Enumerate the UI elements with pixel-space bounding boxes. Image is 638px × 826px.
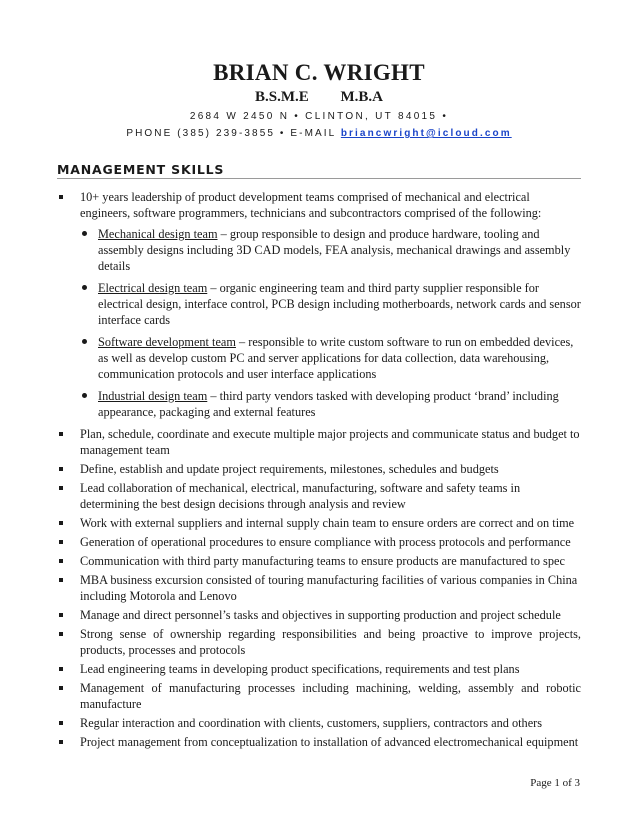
square-bullet-icon bbox=[59, 559, 63, 563]
round-bullet-icon bbox=[82, 393, 87, 398]
degrees-line bbox=[0, 88, 638, 106]
item-text: Management of manufacturing processes including machining, welding, assembly and robotic manufacture bbox=[80, 681, 581, 711]
list-item bbox=[57, 515, 581, 531]
item-text: Project management from conceptualization to installation of advanced electromechanical equipment bbox=[80, 735, 579, 749]
item-text: Communication with third party manufacturing teams to ensure products are manufactured to spec bbox=[80, 554, 565, 568]
subitem-text: – group responsible to design and produce hardware, tooling and assembly designs including 3D CAD models, FEA analysis, mechanical drawings and assembly details bbox=[98, 227, 571, 273]
item-text: MBA business excursion consisted of touring manufacturing facilities of various companies in China including Motorola and Lenovo bbox=[80, 573, 578, 603]
square-bullet-icon bbox=[59, 195, 63, 199]
skills-list bbox=[57, 189, 581, 753]
list-item bbox=[57, 426, 581, 458]
subitem-title: Software development team bbox=[98, 335, 236, 349]
page-number: Page 1 of 3 bbox=[530, 777, 580, 789]
square-bullet-icon bbox=[59, 540, 63, 544]
list-item bbox=[57, 715, 581, 731]
subitem-text: – responsible to write custom software to run on embedded devices, as well as develop custom PC and server applications for data collection, data warehousing, communication protocols and user interface applications bbox=[98, 335, 574, 381]
item-text: Plan, schedule, coordinate and execute multiple major projects and communicate status and budget to management team bbox=[80, 427, 580, 457]
section-title: MANAGEMENT SKILLS bbox=[57, 162, 225, 177]
item-text: Lead collaboration of mechanical, electrical, manufacturing, software and safety teams in determining the best design decisions through analysis and review bbox=[80, 481, 521, 511]
round-bullet-icon bbox=[82, 339, 87, 344]
round-bullet-icon bbox=[82, 285, 87, 290]
square-bullet-icon bbox=[59, 667, 63, 671]
square-bullet-icon bbox=[59, 578, 63, 582]
item-text: Manage and direct personnel’s tasks and objectives in supporting production and project schedule bbox=[80, 608, 561, 622]
email-link[interactable]: briancwright@icloud.com bbox=[340, 128, 512, 139]
item-text: 10+ years leadership of product development teams comprised of mechanical and electrical engineers, software programmers, technicians and subcontractors comprised of the following: bbox=[80, 190, 542, 220]
square-bullet-icon bbox=[59, 432, 63, 436]
list-item bbox=[57, 480, 581, 512]
list-item bbox=[57, 572, 581, 604]
square-bullet-icon bbox=[59, 467, 63, 471]
square-bullet-icon bbox=[59, 686, 63, 690]
subitem-title: Electrical design team bbox=[98, 281, 208, 295]
item-text: Define, establish and update project requirements, milestones, schedules and budgets bbox=[80, 462, 499, 476]
list-item bbox=[57, 734, 581, 750]
candidate-name: BRIAN C. WRIGHT bbox=[213, 60, 425, 85]
degree-mba: M.B.A bbox=[340, 89, 383, 105]
square-bullet-icon bbox=[59, 486, 63, 490]
subitem-title: Mechanical design team bbox=[98, 227, 218, 241]
item-text: Lead engineering teams in developing product specifications, requirements and test plans bbox=[80, 662, 520, 676]
sub-list-item bbox=[80, 334, 581, 382]
square-bullet-icon bbox=[59, 613, 63, 617]
list-item bbox=[57, 680, 581, 712]
resume-header bbox=[0, 60, 638, 141]
item-text: Regular interaction and coordination with clients, customers, suppliers, contractors and others bbox=[80, 716, 543, 730]
square-bullet-icon bbox=[59, 632, 63, 636]
contact-line bbox=[0, 127, 638, 141]
square-bullet-icon bbox=[59, 721, 63, 725]
square-bullet-icon bbox=[59, 740, 63, 744]
list-item bbox=[57, 534, 581, 550]
subitem-text: – organic engineering team and third party supplier responsible for electrical design, interface control, PCB design including motherboards, network cards and sensor interface cards bbox=[98, 281, 581, 327]
address-line: 2684 W 2450 N • CLINTON, UT 84015 • bbox=[189, 111, 449, 122]
subitem-text: – third party vendors tasked with developing product ‘brand’ including appearance, packaging and external features bbox=[98, 389, 559, 419]
subitem-title: Industrial design team bbox=[98, 389, 208, 403]
team-sublist bbox=[80, 226, 581, 420]
sub-list-item bbox=[80, 226, 581, 274]
section-divider bbox=[57, 178, 581, 179]
list-item bbox=[57, 626, 581, 658]
degree-bsme: B.S.M.E bbox=[254, 89, 309, 105]
list-item bbox=[57, 607, 581, 623]
item-text: Strong sense of ownership regarding responsibilities and being proactive to improve projects, products, processes and protocols bbox=[80, 627, 581, 657]
sub-list-item bbox=[80, 388, 581, 420]
list-item bbox=[57, 461, 581, 477]
phone-text: PHONE (385) 239-3855 • E-MAIL bbox=[126, 128, 341, 139]
list-item bbox=[57, 553, 581, 569]
sub-list-item bbox=[80, 280, 581, 328]
item-text: Work with external suppliers and internal supply chain team to ensure orders are correct and on time bbox=[80, 516, 575, 530]
item-text: Generation of operational procedures to ensure compliance with process protocols and performance bbox=[80, 535, 571, 549]
square-bullet-icon bbox=[59, 521, 63, 525]
list-item bbox=[57, 661, 581, 677]
round-bullet-icon bbox=[82, 231, 87, 236]
list-item bbox=[57, 189, 581, 420]
